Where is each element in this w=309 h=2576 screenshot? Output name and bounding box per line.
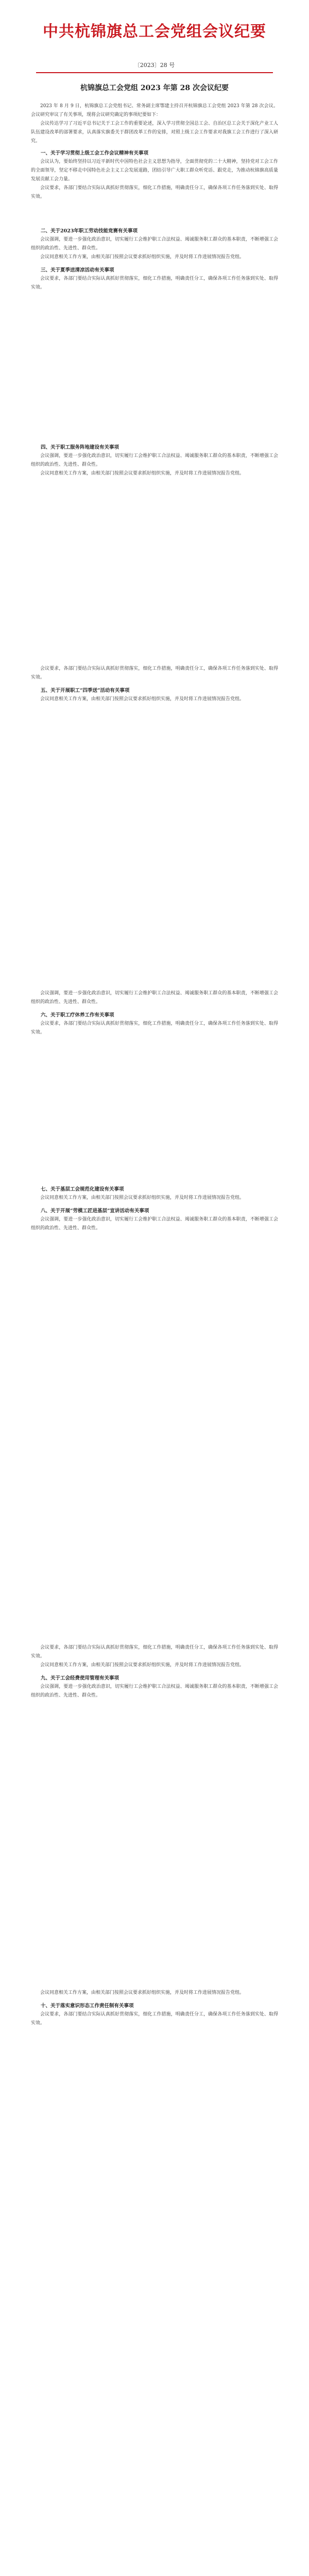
document-title: 杭锦旗总工会党组 2023 年第 28 次会议纪要 [80, 84, 229, 92]
section-heading: 九、关于工会经费使用管理有关事项 [41, 1675, 119, 1681]
paragraph: 会议认为，要始终坚持以习近平新时代中国特色社会主义思想为指导，全面贯彻党的二十大精神，坚持党对工会工作的全面领导，坚定不移走中国特色社会主义工会发展道路，团结引导广大职工群众听党话、跟党走，为推动杭锦旗高质量发展贡献工会力量。 [31, 159, 278, 182]
section-heading: 四、关于职工服务阵地建设有关事项 [41, 445, 119, 450]
paragraph: 会议强调，要进一步强化政治意识，切实履行工会维护职工合法权益、竭诚服务职工群众的基本职责，不断增强工会组织的政治性、先进性、群众性。 [31, 991, 278, 1005]
section-heading: 五、关于开展职工“四季送”活动有关事项 [41, 688, 130, 693]
section-heading: 一、关于学习贯彻上级工会工作会议精神有关事项 [41, 150, 149, 156]
paragraph: 会议要求，各部门要结合实际认真抓好贯彻落实，细化工作措施，明确责任分工，确保各项工作任务落到实处、取得实效。 [31, 1645, 278, 1659]
paragraph: 会议同意相关工作方案，由相关部门按照会议要求抓好组织实施，并及时将工作进展情况报告党组。 [40, 255, 245, 260]
red-divider [36, 72, 273, 73]
body-block [31, 1643, 278, 1700]
body-block [31, 1185, 278, 1233]
paragraph: 会议同意相关工作方案，由相关部门按照会议要求抓好组织实施，并及时将工作进展情况报告党组。 [40, 1990, 245, 1995]
paragraph: 会议强调，要进一步强化政治意识，切实履行工会维护职工合法权益、竭诚服务职工群众的基本职责，不断增强工会组织的政治性、先进性、群众性。 [31, 453, 278, 467]
paragraph: 会议同意相关工作方案，由相关部门按照会议要求抓好组织实施，并及时将工作进展情况报告党组。 [40, 697, 245, 702]
paragraph: 会议同意相关工作方案，由相关部门按照会议要求抓好组织实施，并及时将工作进展情况报告党组。 [40, 471, 245, 476]
paragraph: 会议传达学习了习近平总书记关于工会工作的重要论述，深入学习贯彻全国总工会、自治区总工会关于深化产业工人队伍建设改革的部署要求，认真落实旗委关于群团改革工作的安排，对照上级工会工作要求对我旗工会工作进行了深入研究。 [31, 121, 278, 144]
body-block [31, 227, 278, 292]
body-block [31, 443, 278, 478]
paragraph: 会议要求，各部门要结合实际认真抓好贯彻落实，细化工作措施，明确责任分工，确保各项工作任务落到实处、取得实效。 [31, 666, 278, 680]
paragraph: 会议要求，各部门要结合实际认真抓好贯彻落实，细化工作措施，明确责任分工，确保各项工作任务落到实处、取得实效。 [31, 2012, 278, 2026]
section-heading: 十、关于落实意识形态工作责任制有关事项 [41, 2003, 134, 2009]
body-block [31, 989, 278, 1037]
paragraph: 会议强调，要进一步强化政治意识，切实履行工会维护职工合法权益、竭诚服务职工群众的基本职责，不断增强工会组织的政治性、先进性、群众性。 [31, 1217, 278, 1231]
opening-block [31, 102, 278, 201]
paragraph: 会议要求，各部门要结合实际认真抓好贯彻落实，细化工作措施，明确责任分工，确保各项工作任务落到实处、取得实效。 [31, 1021, 278, 1035]
paragraph: 2023 年 8 月 9 日，杭锦旗总工会党组书记、常务副主席鄂建主持召开杭锦旗总工会党组 2023 年第 28 次会议。会议研究审议了有关事项，现将会议研究确定的事项纪要如下： [31, 104, 278, 117]
body-block [31, 1989, 278, 2028]
section-heading: 六、关于职工疗休养工作有关事项 [41, 1012, 114, 1018]
paragraph: 会议强调，要进一步强化政治意识，切实履行工会维护职工合法权益、竭诚服务职工群众的基本职责，不断增强工会组织的政治性、先进性、群众性。 [31, 237, 278, 251]
paragraph: 会议要求，各部门要结合实际认真抓好贯彻落实，细化工作措施，明确责任分工，确保各项工作任务落到实处、取得实效。 [31, 276, 278, 290]
document-number: 〔2023〕28 号 [134, 62, 175, 69]
masthead-title: 中共杭锦旗总工会党组会议纪要 [43, 23, 266, 41]
body-block [31, 665, 278, 704]
section-heading: 八、关于开展“劳模工匠进基层”宣讲活动有关事项 [41, 1208, 149, 1214]
section-heading: 七、关于基层工会规范化建设有关事项 [41, 1187, 124, 1192]
section-heading: 二、关于2023年职工劳动技能竞赛有关事项 [41, 228, 138, 234]
paragraph: 会议同意相关工作方案，由相关部门按照会议要求抓好组织实施，并及时将工作进展情况报告党组。 [40, 1195, 245, 1200]
paragraph: 会议同意相关工作方案，由相关部门按照会议要求抓好组织实施，并及时将工作进展情况报告党组。 [40, 1663, 245, 1668]
masthead [15, 22, 294, 42]
section-heading: 三、关于夏季送清凉活动有关事项 [41, 267, 114, 273]
paragraph: 会议要求，各部门要结合实际认真抓好贯彻落实，细化工作措施，明确责任分工，确保各项工作任务落到实处、取得实效。 [31, 185, 278, 199]
paragraph: 会议强调，要进一步强化政治意识，切实履行工会维护职工合法权益、竭诚服务职工群众的基本职责，不断增强工会组织的政治性、先进性、群众性。 [31, 1684, 278, 1698]
